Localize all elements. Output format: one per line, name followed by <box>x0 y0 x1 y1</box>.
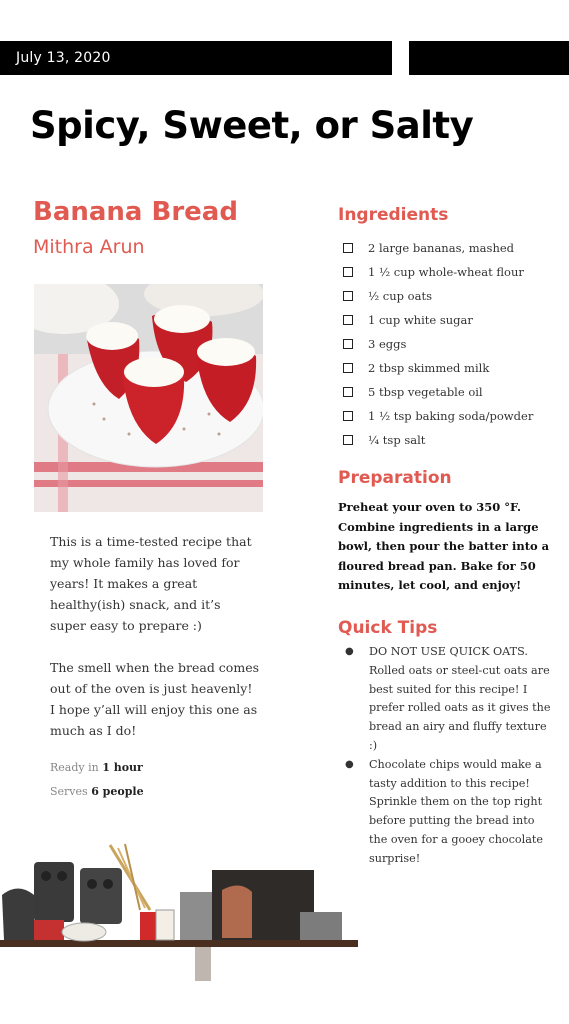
checkbox-icon <box>343 435 353 445</box>
ingredient-item <box>343 260 533 284</box>
ready-time <box>50 761 143 774</box>
serves-label: Serves <box>50 785 88 798</box>
checkbox-icon <box>343 387 353 397</box>
description-paragraph: This is a time-tested recipe that my whole family has loved for years! It makes a great healthy(ish) snack, and it’s super easy to prepare :) <box>50 534 252 633</box>
preparation-heading: Preparation <box>338 468 452 488</box>
ready-label: Ready in <box>50 761 99 774</box>
ingredient-item <box>343 332 533 356</box>
checkbox-icon <box>343 291 353 301</box>
date-label: July 13, 2020 <box>16 50 111 66</box>
recipe-author: Mithra Arun <box>33 236 145 258</box>
ingredient-item <box>343 236 533 260</box>
ingredient-item <box>343 380 533 404</box>
recipe-photo <box>34 284 263 512</box>
preparation-text: Preheat your oven to 350 °F. Combine ingredients in a large bowl, then pour the batter into a floured bread pan. Bake for 50 minutes, let cool, and enjoy! <box>338 500 550 592</box>
checkbox-icon <box>343 339 353 349</box>
ingredient-text: 2 large bananas, mashed <box>368 241 515 255</box>
tips-list <box>345 643 555 869</box>
checkbox-icon <box>343 363 353 373</box>
ingredient-text: ¼ tsp salt <box>368 433 426 447</box>
tip-text: DO NOT USE QUICK OATS. Rolled oats or steel-cut oats are best suited for this recipe! I prefer rolled oats as it gives the bread an airy and fluffy texture :) <box>369 645 551 752</box>
description-paragraph: The smell when the bread comes out of the oven is just heavenly! I hope y’all will enjoy this one as much as I do! <box>50 660 260 738</box>
tip-item <box>345 756 555 869</box>
ingredient-item <box>343 404 533 428</box>
header-bar-right <box>409 41 569 75</box>
checkbox-icon <box>343 243 353 253</box>
ingredient-text: 1 ½ tsp baking soda/powder <box>368 409 534 423</box>
ingredients-heading: Ingredients <box>338 205 449 225</box>
ingredient-text: 1 ½ cup whole-wheat flour <box>368 265 524 279</box>
ingredient-text: 5 tbsp vegetable oil <box>368 385 483 399</box>
page-title: Spicy, Sweet, or Salty <box>30 104 474 147</box>
checkbox-icon <box>343 315 353 325</box>
tip-item <box>345 643 555 756</box>
ingredient-item <box>343 356 533 380</box>
ingredient-text: 2 tbsp skimmed milk <box>368 361 490 375</box>
checkbox-icon <box>343 411 353 421</box>
strawberries-image <box>34 284 263 512</box>
ingredient-text: 3 eggs <box>368 337 407 351</box>
ingredient-text: 1 cup white sugar <box>368 313 473 327</box>
kitchen-shelf-image <box>0 840 360 990</box>
recipe-description <box>50 531 260 762</box>
bullet-icon: ● <box>345 758 354 770</box>
ingredients-list <box>343 236 533 452</box>
tips-heading: Quick Tips <box>338 618 438 638</box>
checkbox-icon <box>343 267 353 277</box>
recipe-title: Banana Bread <box>33 197 238 227</box>
ready-value: 1 hour <box>102 761 143 774</box>
tip-text: Chocolate chips would make a tasty addition to this recipe! Sprinkle them on the top right before putting the bread into the oven for a gooey chocolate surprise! <box>369 757 544 865</box>
ingredient-item <box>343 284 533 308</box>
ingredient-item <box>343 428 533 452</box>
bullet-icon: ● <box>345 646 354 657</box>
servings <box>50 785 144 798</box>
ingredient-text: ½ cup oats <box>368 289 432 303</box>
ingredient-item <box>343 308 533 332</box>
serves-value: 6 people <box>91 785 144 798</box>
